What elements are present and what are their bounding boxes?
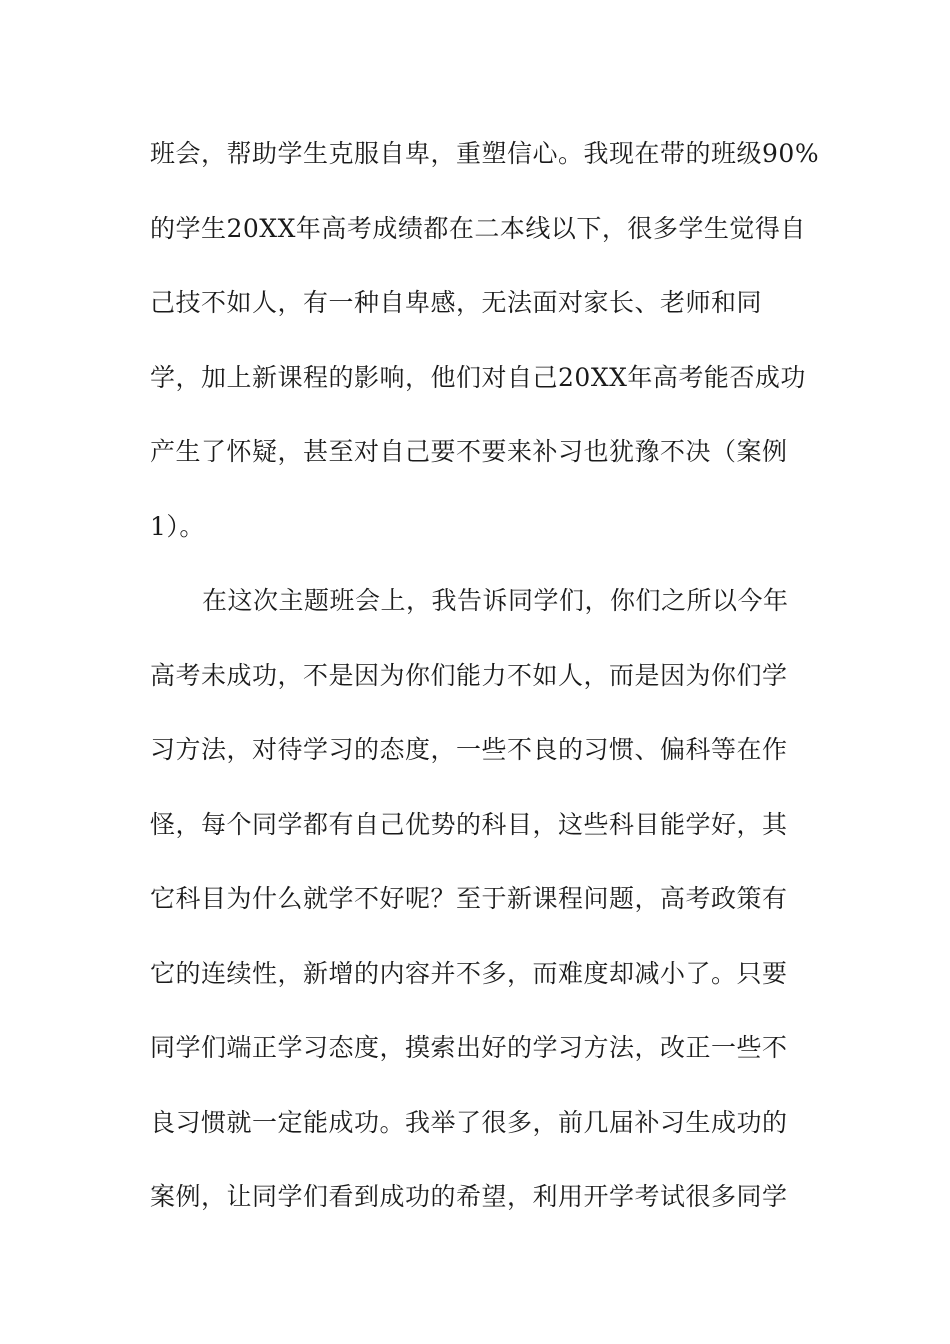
text-line: 它的连续性，新增的内容并不多，而难度却减小了。只要 — [150, 958, 788, 988]
text-line: 它科目为什么就学不好呢？至于新课程问题，高考政策有 — [150, 884, 788, 913]
text-line: 怪，每个同学都有自己优势的科目，这些科目能学好，其 — [150, 809, 788, 839]
text-line: 高考未成功，不是因为你们能力不如人，而是因为你们学 — [150, 660, 788, 690]
text-line: 产生了怀疑，甚至对自己要不要来补习也犹豫不决（案例 — [150, 437, 788, 466]
text-line: 的学生20XX年高考成绩都在二本线以下，很多学生觉得自 — [150, 213, 806, 243]
text-line: 1）。 — [150, 511, 205, 541]
text-line: 同学们端正学习态度，摸索出好的学习方法，改正一些不 — [150, 1033, 788, 1062]
text-line: 良习惯就一定能成功。我举了很多，前几届补习生成功的 — [150, 1107, 788, 1137]
text-line: 习方法，对待学习的态度，一些不良的习惯、偏科等在作 — [150, 735, 788, 764]
paragraph-start-line: 在这次主题班会上，我告诉同学们，你们之所以今年 — [202, 586, 789, 615]
text-line: 班会，帮助学生克服自卑，重塑信心。我现在带的班级90% — [150, 139, 820, 168]
body-text — [150, 124, 820, 1242]
text-line: 己技不如人，有一种自卑感，无法面对家长、老师和同 — [150, 288, 763, 317]
text-line: 案例，让同学们看到成功的希望，利用开学考试很多同学 — [150, 1182, 788, 1211]
text-line: 学，加上新课程的影响，他们对自己20XX年高考能否成功 — [150, 362, 806, 392]
